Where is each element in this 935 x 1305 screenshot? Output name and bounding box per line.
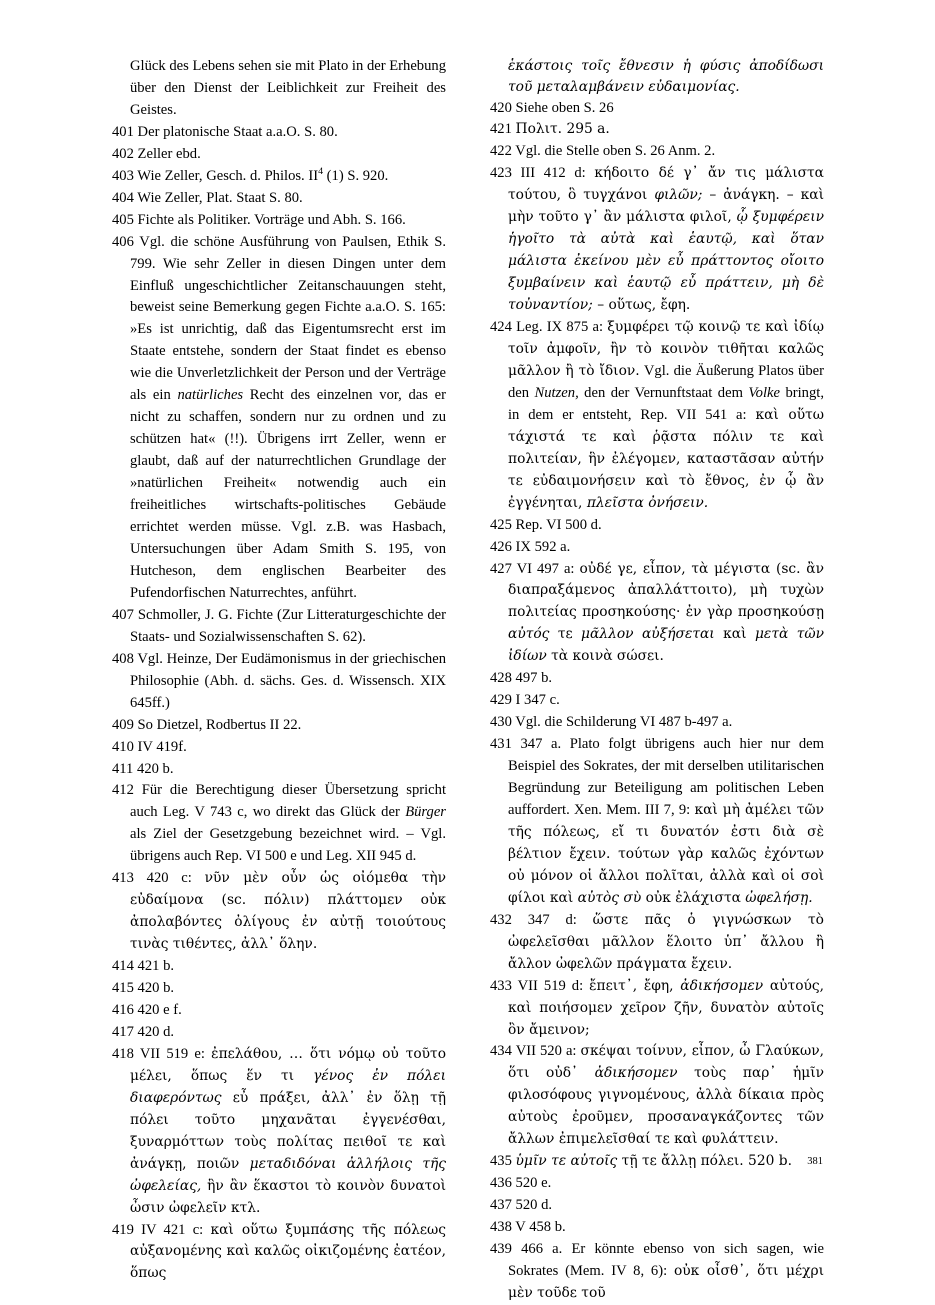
german-italic-1: Nutzen, (534, 384, 579, 401)
footnote-text: 520 d. (515, 1197, 553, 1214)
footnote-text: 420 e f. (137, 1001, 182, 1018)
footnote-404 (112, 188, 446, 210)
german-italic-2: Volke (748, 384, 780, 401)
footnote-citation: VII 520 a: (515, 1043, 581, 1060)
footnote-text: Vgl. die Stelle oben S. 26 Anm. 2. (515, 143, 716, 160)
footnote-text: 421 b. (137, 958, 175, 975)
footnote-number: 426 (490, 538, 512, 555)
footnote-text: Schmoller, J. G. Fichte (Zur Litteraturgeschichte der Staats- und Sozialwissenschaften S. 62). (130, 606, 446, 645)
footnote-number: 410 (112, 738, 134, 755)
german-text-1: Vgl. die Äußerung Platos über den (508, 362, 824, 401)
greek-quotation: νῦν μὲν οὖν ὡς οἰόμεθα τὴν εὐδαίμονα (sc. πόλιν) πλάττομεν οὐκ ἀπολαβόντες ὀλίγους ἐν αὐτῇ τοιούτους τινὰς τιθέντες, ἀλλ᾿ ὅλην. (130, 870, 446, 953)
footnote-422 (490, 141, 824, 163)
greek-quotation-1: ἔπειτ᾿, ἔφη, (589, 977, 681, 994)
footnote-number: 401 (112, 123, 134, 140)
footnote-number: 430 (490, 714, 512, 731)
footnote-427 (490, 559, 824, 669)
greek-quotation-2: οὐκ ἐλάχιστα (641, 889, 746, 906)
footnote-number: 436 (490, 1175, 512, 1192)
right-column (490, 56, 824, 1305)
footnote-number: 435 (490, 1153, 512, 1170)
footnote-414 (112, 956, 446, 978)
footnote-424 (490, 317, 824, 515)
greek-italic-2: ὠφελήσῃ. (745, 889, 813, 906)
footnote-number: 425 (490, 516, 512, 533)
footnote-text: I 347 c. (515, 692, 560, 709)
footnote-number: 412 (112, 782, 134, 799)
footnote-text: Wie Zeller, Plat. Staat S. 80. (137, 189, 303, 206)
greek-quotation-1: καὶ μὴ ἀμέλει τῶν τῆς πόλεως, εἴ τι δυνατόν ἐστι διὰ σὲ βέλτιον ἔχειν. τούτων γὰρ καλῶς ἐχόντων οὐ μόνον οἱ ἄλλοι πολῖται, ἀλλὰ καὶ οἱ σοὶ φίλοι καὶ (508, 802, 824, 906)
footnote-420 (490, 98, 824, 120)
footnote-text: Zeller ebd. (137, 145, 201, 162)
greek-quotation-1: οὐκ οἶσθ᾿, ὅτι μέχρι μὲν τοῦδε τοῦ (508, 1263, 824, 1301)
footnote-423 (490, 163, 824, 317)
footnote-number: 418 (112, 1045, 134, 1062)
footnote-text: So Dietzel, Rodbertus II 22. (137, 716, 302, 733)
footnote-406 (112, 232, 446, 605)
footnote-409 (112, 715, 446, 737)
footnote-italic-term: Bürger (405, 804, 446, 821)
footnote-text-part2: als Ziel der Gesetzgebung bezeichnet wird. – Vgl. übrigens auch Rep. VI 500 e und Leg. XII 945 d. (130, 826, 446, 865)
footnote-text: Fichte als Politiker. Vorträge und Abh. S. 166. (137, 211, 406, 228)
footnote-text: Siehe oben S. 26 (515, 99, 614, 116)
footnote-number: 409 (112, 716, 134, 733)
footnote-citation: Leg. IX 875 a: (516, 319, 608, 336)
german-text-1: 347 a. Plato folgt übrigens auch hier nur dem Beispiel des Sokrates, der mit derselben utilitarischen Begründung zur Beteiligung am politischen Leben auffordert. Xen. Mem. III 7, 9: (508, 736, 824, 818)
footnote-433 (490, 976, 824, 1042)
footnote-text: Rep. VI 500 d. (515, 516, 602, 533)
greek-italic-2: ᾧ ξυμφέρειν ἡγοῖτο τὰ αὐτὰ καὶ ἑαυτῷ, καὶ ὅταν μάλιστα ἐκείνου μὲν εὖ πράττοντος οἴοιτο ξυμβαίνειν καὶ ἑαυτῷ εὖ πράττειν, μὴ δὲ τοὐναντίον; (508, 209, 824, 314)
footnote-411 (112, 759, 446, 781)
greek-quotation-1: τῇ τε ἄλλῃ πόλει. 520 b. (617, 1153, 792, 1170)
footnote-number: 402 (112, 145, 134, 162)
footnote-citation: VI 497 a: (516, 560, 580, 577)
footnote-citation: 420 c: (146, 870, 205, 887)
greek-quotation-1: σκέψαι τοίνυν, εἶπον, ὦ Γλαύκων, ὅτι οὐδ᾿ (508, 1043, 824, 1082)
footnote-407 (112, 605, 446, 649)
greek-quotation-1: οὐδέ γε, εἶπον, τὰ μέγιστα (sc. ἂν διαπραξάμενος ἀπαλλάττοιτο), μὴ τυχὼν πολιτείας προσηκούσης· ἐν γὰρ προσηκούσῃ (508, 560, 824, 621)
footnote-number: 422 (490, 143, 512, 160)
greek-quotation-2: τοὺς παρ᾿ ἡμῖν φιλοσόφους γιγνομένους, ἀλλὰ δίκαια πρὸς αὐτοὺς ἐροῦμεν, προσαναγκάζοντες τῶν ἄλλων ἐπιμελεῖσθαί τε καὶ φυλάττειν. (508, 1065, 824, 1148)
greek-quotation-1: κήδοιτο δέ γ᾿ ἄν τις μάλιστα τούτου, ὃ τυγχάνοι (508, 165, 824, 204)
greek-italic-1: ἀδικήσομεν (594, 1065, 678, 1082)
footnote-number: 416 (112, 1001, 134, 1018)
footnote-text-pre: Wie Zeller, Gesch. d. Philos. II (137, 167, 319, 184)
footnote-number: 406 (112, 233, 134, 250)
greek-italic-1: ἀδικήσομεν (680, 977, 764, 994)
greek-italic-2: πλεῖστα ὀνήσειν. (586, 494, 709, 511)
two-column-body (112, 56, 824, 1305)
footnote-text-part2: Recht des einzelnen vor, das er nicht zu schaffen, sondern nur zu ordnen und zu schützen hat« (!!). Übrigens irrt Zeller, wenn er glaubt, daß auf der naturrechtlichen Grundlage der »natürlichen Freiheit« notwendig auch ein freiheitliches wirtschafts-politisches Gebäude errichtet werden müsse. Vgl. z.B. was Hasbach, Untersuchungen über Adam Smith S. 195, von Hutcheson, dem englischen Bearbeiter des Pufendorfischen Naturrechtes, anführt. (130, 387, 446, 601)
footnote-number: 423 (490, 165, 512, 182)
greek-quotation-2: τε (549, 626, 582, 643)
footnote-number: 404 (112, 189, 134, 206)
greek-quotation-2: εὖ πράξει, ἀλλ᾿ ἐν ὅλῃ τῇ πόλει τοῦτο μηχανᾶται ἐγγενέσθαι, ξυναρμόττων τοὺς πολίτας πειθοῖ τε καὶ ἀνάγκῃ, ποιῶν (130, 1089, 446, 1172)
greek-quotation-3: καὶ (714, 626, 755, 643)
superscript-edition: 4 (318, 165, 324, 177)
footnote-number: 415 (112, 980, 134, 997)
footnote-number: 413 (112, 870, 134, 887)
footnote-416 (112, 1000, 446, 1022)
footnote-italic-term: natürliches (177, 387, 244, 404)
greek-quotation-2: αὐτούς, καὶ ποιήσομεν χεῖρον ζῆν, δυνατὸν αὐτοῖς ὂν ἄμεινον; (508, 977, 825, 1038)
footnote-citation: VII 519 e: (139, 1045, 212, 1062)
footnote-435 (490, 1151, 824, 1173)
greek-quotation-1: ξυμφέρει τῷ κοινῷ τε καὶ ἰδίῳ τοῖν ἀμφοῖν, ἢν τὸ κοινὸν τιθῆται καλῶς μᾶλλον ἢ τὸ ἴδιον. (508, 319, 824, 379)
footnote-412 (112, 780, 446, 868)
footnote-citation: IV 421 c: (141, 1221, 211, 1238)
footnote-439 (490, 1239, 824, 1305)
footnote-text: Πολιτ. 295 a. (515, 121, 610, 138)
greek-quotation-1: ἐπελάθου, … ὅτι νόμῳ οὐ τοῦτο μέλει, ὅπως ἕν τι (130, 1045, 446, 1084)
greek-quotation-2: καὶ οὕτω τάχιστά τε καὶ ῥᾷστα πόλιν τε καὶ πολιτείαν, ἣν ἐλέγομεν, καταστᾶσαν αὐτήν τε εὐδαιμονήσειν καὶ τὸ ἔθνος, ἐν ᾧ ἂν ἐγγένηται, (508, 406, 824, 511)
footnote-number: 429 (490, 692, 512, 709)
footnote-number: 432 (490, 911, 512, 928)
footnote-text: 497 b. (515, 670, 553, 687)
footnote-434 (490, 1041, 824, 1151)
footnote-number: 433 (490, 977, 512, 994)
footnote-417 (112, 1022, 446, 1044)
footnote-text: 420 b. (137, 760, 174, 777)
footnote-text: IX 592 a. (515, 538, 571, 555)
greek-italic-2: μεταδιδόναι ἀλλήλοις τῆς ὠφελείας, (130, 1155, 446, 1194)
footnote-text: 520 e. (515, 1175, 552, 1192)
greek-italic-2: μᾶλλον αὐξήσεται (581, 626, 715, 643)
greek-quotation-3: ἣν ἂν ἕκαστοι τὸ κοινὸν δυνατοὶ ὦσιν ὠφελεῖν κτλ. (130, 1177, 446, 1216)
footnote-text: Der platonische Staat a.a.O. S. 80. (137, 123, 338, 140)
footnote-405 (112, 210, 446, 232)
footnote-437 (490, 1195, 824, 1217)
greek-quotation-4: τὰ κοινὰ σώσει. (546, 648, 664, 665)
footnote-text-part1: Für die Berechtigung dieser Übersetzung spricht auch Leg. V 743 c, wo direkt das Glück der (130, 782, 446, 821)
footnote-text: Vgl. die Schilderung VI 487 b-497 a. (515, 714, 733, 731)
footnote-citation: VII 519 d: (517, 977, 590, 994)
footnote-419 (112, 1220, 446, 1286)
footnote-citation: III 412 d: (520, 165, 595, 182)
left-column (112, 56, 446, 1305)
footnote-number: 414 (112, 958, 134, 975)
footnote-425 (490, 515, 824, 537)
greek-italic-1: φιλῶν; (654, 187, 703, 204)
footnote-428 (490, 668, 824, 690)
footnote-426 (490, 537, 824, 559)
footnote-413 (112, 868, 446, 956)
footnote-text-post: (1) S. 920. (323, 167, 389, 184)
footnote-number: 408 (112, 650, 134, 667)
footnote-402 (112, 144, 446, 166)
footnote-421 (490, 119, 824, 141)
footnote-415 (112, 978, 446, 1000)
footnote-403 (112, 166, 446, 188)
footnote-408 (112, 649, 446, 715)
greek-italic-1: αὐτός (508, 626, 550, 643)
footnote-text: 420 b. (137, 980, 175, 997)
footnote-number: 434 (490, 1043, 512, 1060)
greek-italic-3: μετὰ τῶν ἰδίων (508, 626, 825, 665)
footnote-number: 407 (112, 606, 134, 623)
greek-quotation-2: – ἀνάγκη. – καὶ μὴν τοῦτο γ᾿ ἂν μάλιστα φιλοῖ, (508, 187, 824, 226)
footnote-number: 411 (112, 760, 134, 777)
footnote-number: 424 (490, 319, 512, 336)
footnote-number: 419 (112, 1221, 134, 1238)
footnote-410 (112, 737, 446, 759)
footnote-number: 403 (112, 167, 134, 184)
footnote-number: 421 (490, 121, 512, 138)
greek-italic-1: αὐτὸς σὺ (577, 889, 642, 906)
german-text-2: den der Vernunftstaat dem (578, 384, 749, 401)
footnote-432 (490, 910, 824, 976)
footnote-430 (490, 712, 824, 734)
footnote-text: IV 419f. (137, 738, 187, 755)
footnote-number: 439 (490, 1241, 512, 1258)
footnote-text: V 458 b. (515, 1219, 566, 1236)
footnote-438 (490, 1217, 824, 1239)
footnote-number: 437 (490, 1197, 512, 1214)
footnote-number: 417 (112, 1023, 134, 1040)
footnote-number: 427 (490, 560, 512, 577)
footnote-436 (490, 1173, 824, 1195)
footnote-number: 405 (112, 211, 134, 228)
greek-quotation: ὥστε πᾶς ὁ γιγνώσκων τὸ ὠφελεῖσθαι μᾶλλον ἕλοιτο ὑπ᾿ ἄλλου ἢ ἄλλον ὠφελῶν πράγματα ἔχειν. (508, 911, 824, 972)
footnote-number: 420 (490, 99, 512, 116)
german-text-1: 466 a. Er könnte ebenso von sich sagen, wie Sokrates (Mem. IV 8, 6): (508, 1241, 824, 1280)
footnote-401 (112, 122, 446, 144)
footnote-431 (490, 734, 824, 910)
footnote-text: 420 d. (137, 1023, 175, 1040)
footnote-text-part1: Vgl. die schöne Ausführung von Paulsen, Ethik S. 799. Wie sehr Zeller in diesen Dingen unter dem Einfluß ungeschichtlicher Zeitanschauungen steht, beweist seine Bemerkung gegen Fichte a.a.O. S. 165: »Es ist unrichtig, daß das Eigentumsrecht erst im Staate entstehe, sondern der Staat findet es ebenso wie die Unverletzlichkeit der Person und der Verträge als ein (130, 233, 446, 404)
greek-italic-1: ὑμῖν τε αὐτοῖς (515, 1153, 618, 1170)
footnote-418 (112, 1044, 446, 1220)
footnote-text: Vgl. Heinze, Der Eudämonismus in der griechischen Philosophie (Abh. d. sächs. Ges. d. Wissensch. XIX 645ff.) (130, 650, 446, 711)
footnote-number: 431 (490, 736, 512, 753)
german-text-3: bringt, in dem er entsteht, Rep. VII 541 a: (508, 384, 824, 423)
footnote-citation: 347 d: (527, 911, 593, 928)
greek-italic-1: γένος ἐν πόλει διαφερόντως (130, 1067, 446, 1106)
continuation-paragraph: Glück des Lebens sehen sie mit Plato in der Erhebung über den Dienst der Leiblichkeit zur Freiheit des Geistes. (130, 58, 446, 118)
page-number: 381 (807, 1156, 823, 1167)
footnote-number: 428 (490, 670, 512, 687)
footnote-number: 438 (490, 1219, 512, 1236)
footnote-429 (490, 690, 824, 712)
continuation-paragraph: ἑκάστοις τοῖς ἔθνεσιν ἡ φύσις ἀποδίδωσι τοῦ μεταλαμβάνειν εὐδαιμονίας. (508, 58, 824, 95)
greek-quotation-3: – οὕτως, ἔφη. (592, 297, 691, 314)
greek-quotation: καὶ οὕτω ξυμπάσης τῆς πόλεως αὐξανομένης καὶ καλῶς οἰκιζομένης ἐατέον, ὅπως (130, 1221, 446, 1282)
